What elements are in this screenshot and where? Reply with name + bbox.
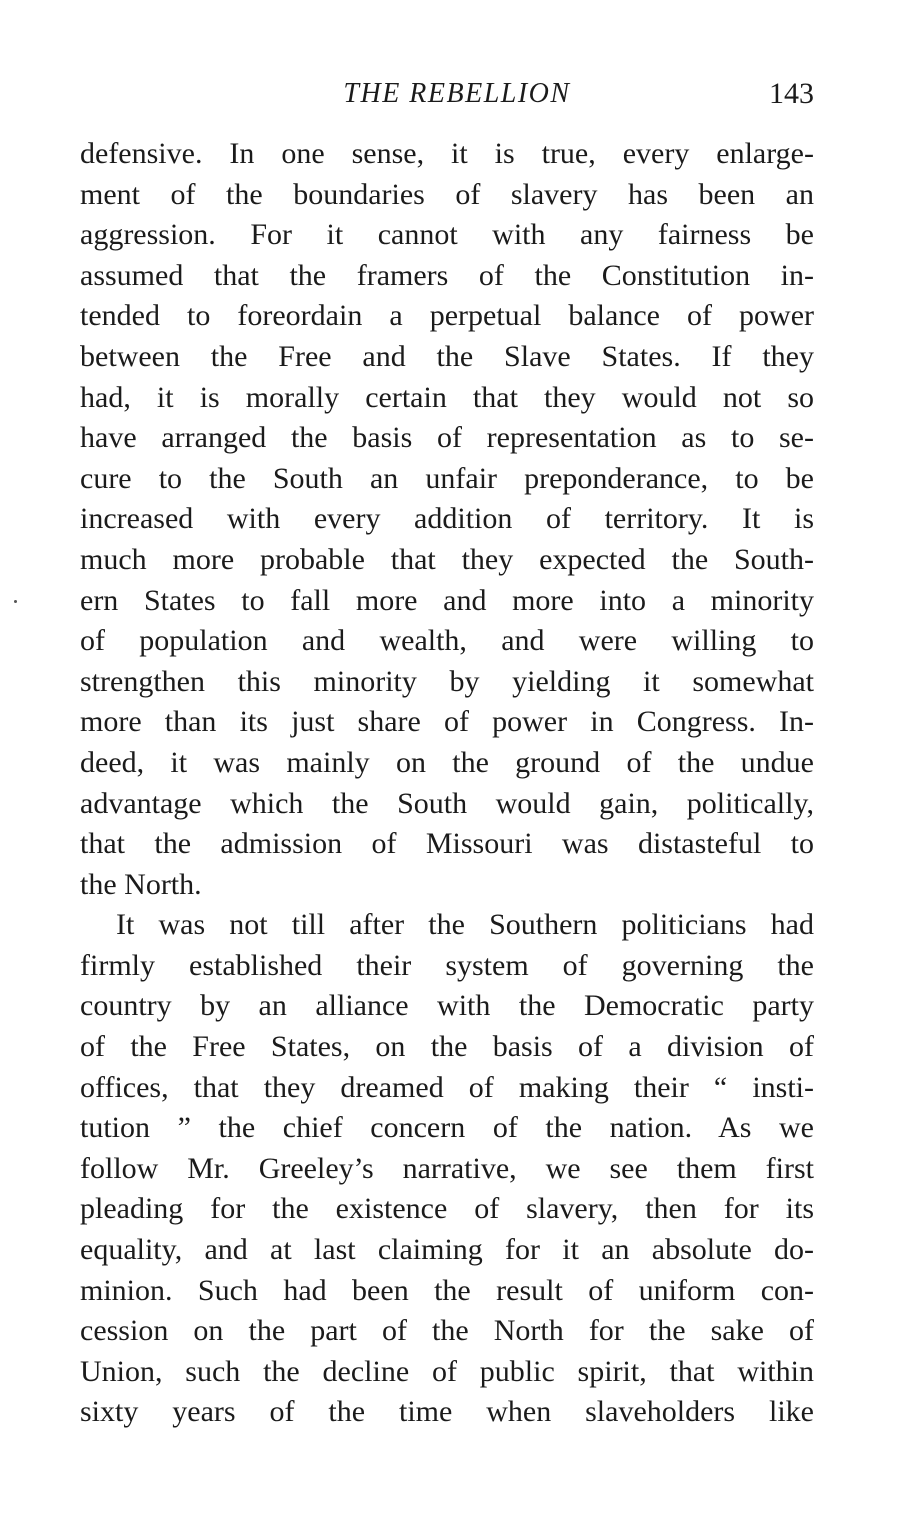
text-line: sixty years of the time when slaveholders like [80,1395,814,1429]
text-line: more than its just share of power in Congress. In- [80,705,814,739]
text-line: deed, it was mainly on the ground of the undue [80,745,814,779]
text-line: strengthen this minority by yielding it somewhat [80,664,814,698]
text-line: pleading for the existence of slavery, then for its [80,1192,814,1226]
text-line: that the admission of Missouri was distasteful to [80,827,814,861]
text-line: of population and wealth, and were willing to [80,624,814,658]
text-line: tution ” the chief concern of the nation. As we [80,1111,814,1145]
text-line: had, it is morally certain that they would not so [80,380,814,414]
text-line: ern States to fall more and more into a minority [80,583,814,617]
page-number: 143 [769,77,814,110]
text-line: between the Free and the Slave States. If they [80,339,814,373]
text-line: cession on the part of the North for the sake of [80,1314,814,1348]
paragraph-start-line: It was not till after the Southern politicians had [116,908,814,942]
text-line: of the Free States, on the basis of a division of [80,1030,814,1064]
text-line: ment of the boundaries of slavery has been an [80,177,814,211]
text-line: much more probable that they expected the South- [80,542,814,576]
text-line: increased with every addition of territory. It is [80,502,814,536]
text-line: equality, and at last claiming for it an absolute do- [80,1233,814,1267]
text-line: Union, such the decline of public spirit, that within [80,1354,814,1388]
text-line: aggression. For it cannot with any fairness be [80,218,814,252]
text-line: country by an alliance with the Democratic party [80,989,814,1023]
text-line: have arranged the basis of representation as to se- [80,421,814,455]
text-line: assumed that the framers of the Constitution in- [80,258,814,292]
text-line: firmly established their system of governing the [80,948,814,982]
text-line: advantage which the South would gain, politically, [80,786,814,820]
text-line: minion. Such had been the result of uniform con- [80,1273,814,1307]
text-line: defensive. In one sense, it is true, every enlarge- [80,137,814,170]
body-text [80,134,814,1433]
text-line: cure to the South an unfair preponderance, to be [80,461,814,495]
running-head [80,74,814,114]
paragraph-end-line: the North. [80,867,202,901]
text-line: follow Mr. Greeley’s narrative, we see them first [80,1151,814,1185]
running-title: THE REBELLION [343,78,571,109]
text-line: offices, that they dreamed of making their “ insti- [80,1070,814,1104]
margin-speck [14,600,17,603]
text-line: tended to foreordain a perpetual balance of power [80,299,814,333]
